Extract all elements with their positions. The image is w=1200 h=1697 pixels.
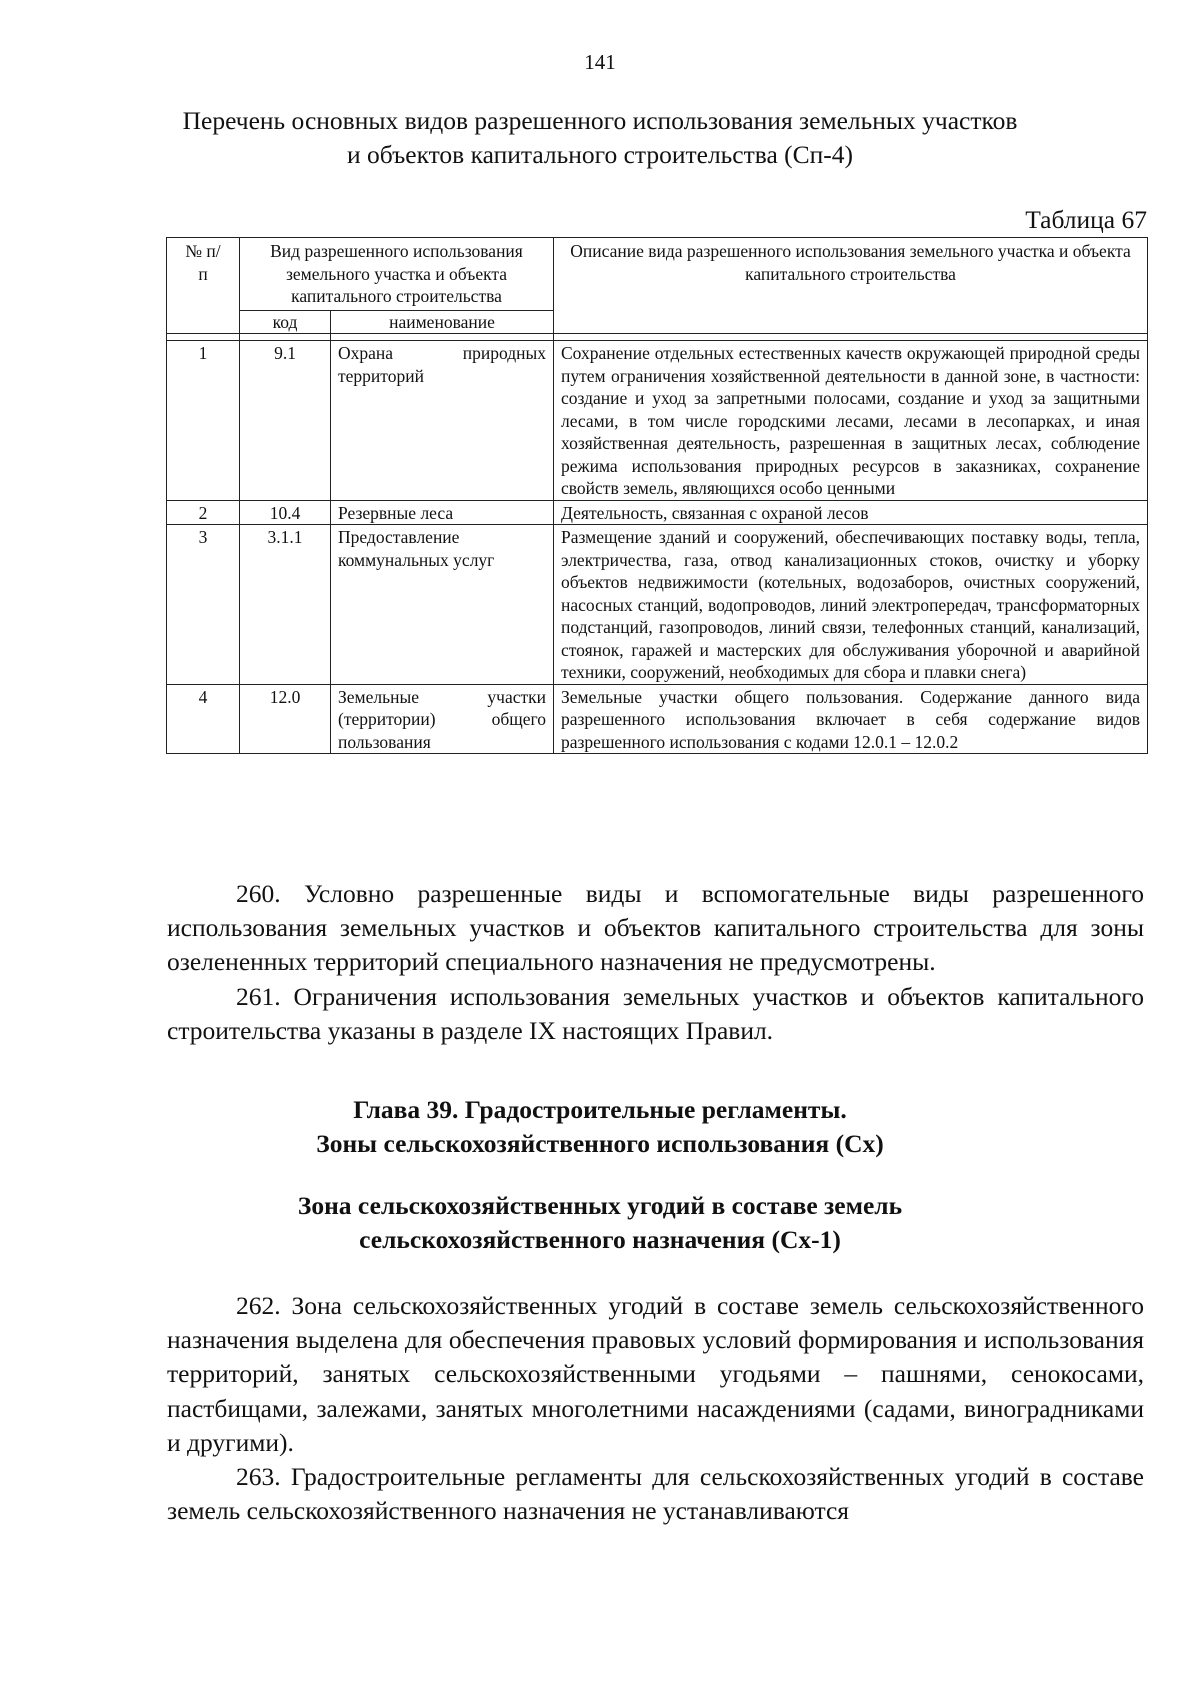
page-number: 141: [584, 50, 616, 74]
document-title-line-2: и объектов капитального строительства (Сп-4): [346, 140, 854, 169]
document-title-line-1: Перечень основных видов разрешенного использования земельных участков: [182, 106, 1018, 135]
paragraph-262: 262. Зона сельскохозяйственных угодий в составе земель сельскохозяйственного назначения выделена для обеспечения правовых условий формирования и использования территорий, занятых сельскохозяйственными угодьями – пашнями, сенокосами, пастбищами, залежами, занятых многолетними насаждениями (садами, виноградниками и другими).: [167, 1291, 1144, 1457]
chapter-heading-line-2: Зоны сельскохозяйственного использования (Сх): [316, 1129, 884, 1158]
row-description: Деятельность, связанная с охраной лесов: [554, 500, 1148, 525]
row-num: 4: [167, 684, 240, 754]
row-num: 1: [167, 341, 240, 501]
row-num: 3: [167, 525, 240, 685]
permitted-use-table: [166, 237, 1148, 754]
paragraph-263: 263. Градостроительные регламенты для сельскохозяйственных угодий в составе земель сельскохозяйственного назначения не устанавливаются: [167, 1462, 1144, 1526]
row-name: Предоставление коммунальных услуг: [331, 525, 554, 685]
paragraphs-260-261: [167, 877, 1144, 1048]
table-row: [167, 684, 1148, 754]
row-description: Сохранение отдельных естественных качеств окружающей природной среды путем ограничения хозяйственной деятельности в данной зоне, в частности: создание и уход за запретными полосами, создание и уход за защитными лесами, в том числе городскими лесами, лесами в лесопарках, и иная хозяйственная деятельность, разрешенная в защитных лесах, соблюдение режима использования природных ресурсов в заказниках, сохранение свойств земель, являющихся особо ценными: [554, 341, 1148, 501]
row-code: 9.1: [240, 341, 331, 501]
row-code: 10.4: [240, 500, 331, 525]
header-name: наименование: [331, 311, 554, 334]
row-num: 2: [167, 500, 240, 525]
paragraph-261: 261. Ограничения использования земельных участков и объектов капитального строительства указаны в разделе IX настоящих Правил.: [167, 981, 1144, 1045]
zone-heading: [150, 1189, 1050, 1257]
zone-heading-line-1: Зона сельскохозяйственных угодий в составе земель: [297, 1191, 903, 1220]
row-description: Размещение зданий и сооружений, обеспечивающих поставку воды, тепла, электричества, газа, отвод канализационных стоков, очистку и уборку объектов недвижимости (котельных, водозаборов, очистных сооружений, насосных станций, водопроводов, линий электропередач, трансформаторных подстанций, газопроводов, линий связи, телефонных станций, канализаций, стоянок, гаражей и мастерских для обслуживания уборочной и аварийной техники, сооружений, необходимых для сбора и плавки снега): [554, 525, 1148, 685]
paragraph-260: 260. Условно разрешенные виды и вспомогательные виды разрешенного использования земельных участков и объектов капитального строительства для зоны озелененных территорий специального назначения не предусмотрены.: [167, 879, 1144, 977]
row-name: Охрана природных территорий: [331, 341, 554, 501]
table-header-separator: [167, 334, 1148, 341]
paragraphs-262-263: [167, 1289, 1144, 1528]
table-row: [167, 341, 1148, 501]
row-name: Резервные леса: [331, 500, 554, 525]
header-description: Описание вида разрешенного использования земельного участка и объекта капитального строительства: [554, 238, 1148, 334]
table-header-row: [167, 238, 1148, 311]
header-kind: Вид разрешенного использования земельного участка и объекта капитального строительства: [240, 238, 554, 311]
table-row: [167, 525, 1148, 685]
header-num: № п/п: [167, 238, 240, 334]
zone-heading-line-2: сельскохозяйственного назначения (Сх-1): [359, 1225, 841, 1254]
chapter-heading: [150, 1093, 1050, 1161]
row-code: 3.1.1: [240, 525, 331, 685]
table-row: [167, 500, 1148, 525]
chapter-heading-line-1: Глава 39. Градостроительные регламенты.: [353, 1095, 847, 1124]
row-description: Земельные участки общего пользования. Содержание данного вида разрешенного использования включает в себя содержание видов разрешенного использования с кодами 12.0.1 – 12.0.2: [554, 684, 1148, 754]
header-code: код: [240, 311, 331, 334]
row-code: 12.0: [240, 684, 331, 754]
table-label: Таблица 67: [1025, 205, 1147, 234]
document-title: [150, 104, 1050, 172]
row-name: Земельные участки (территории) общего пользования: [331, 684, 554, 754]
